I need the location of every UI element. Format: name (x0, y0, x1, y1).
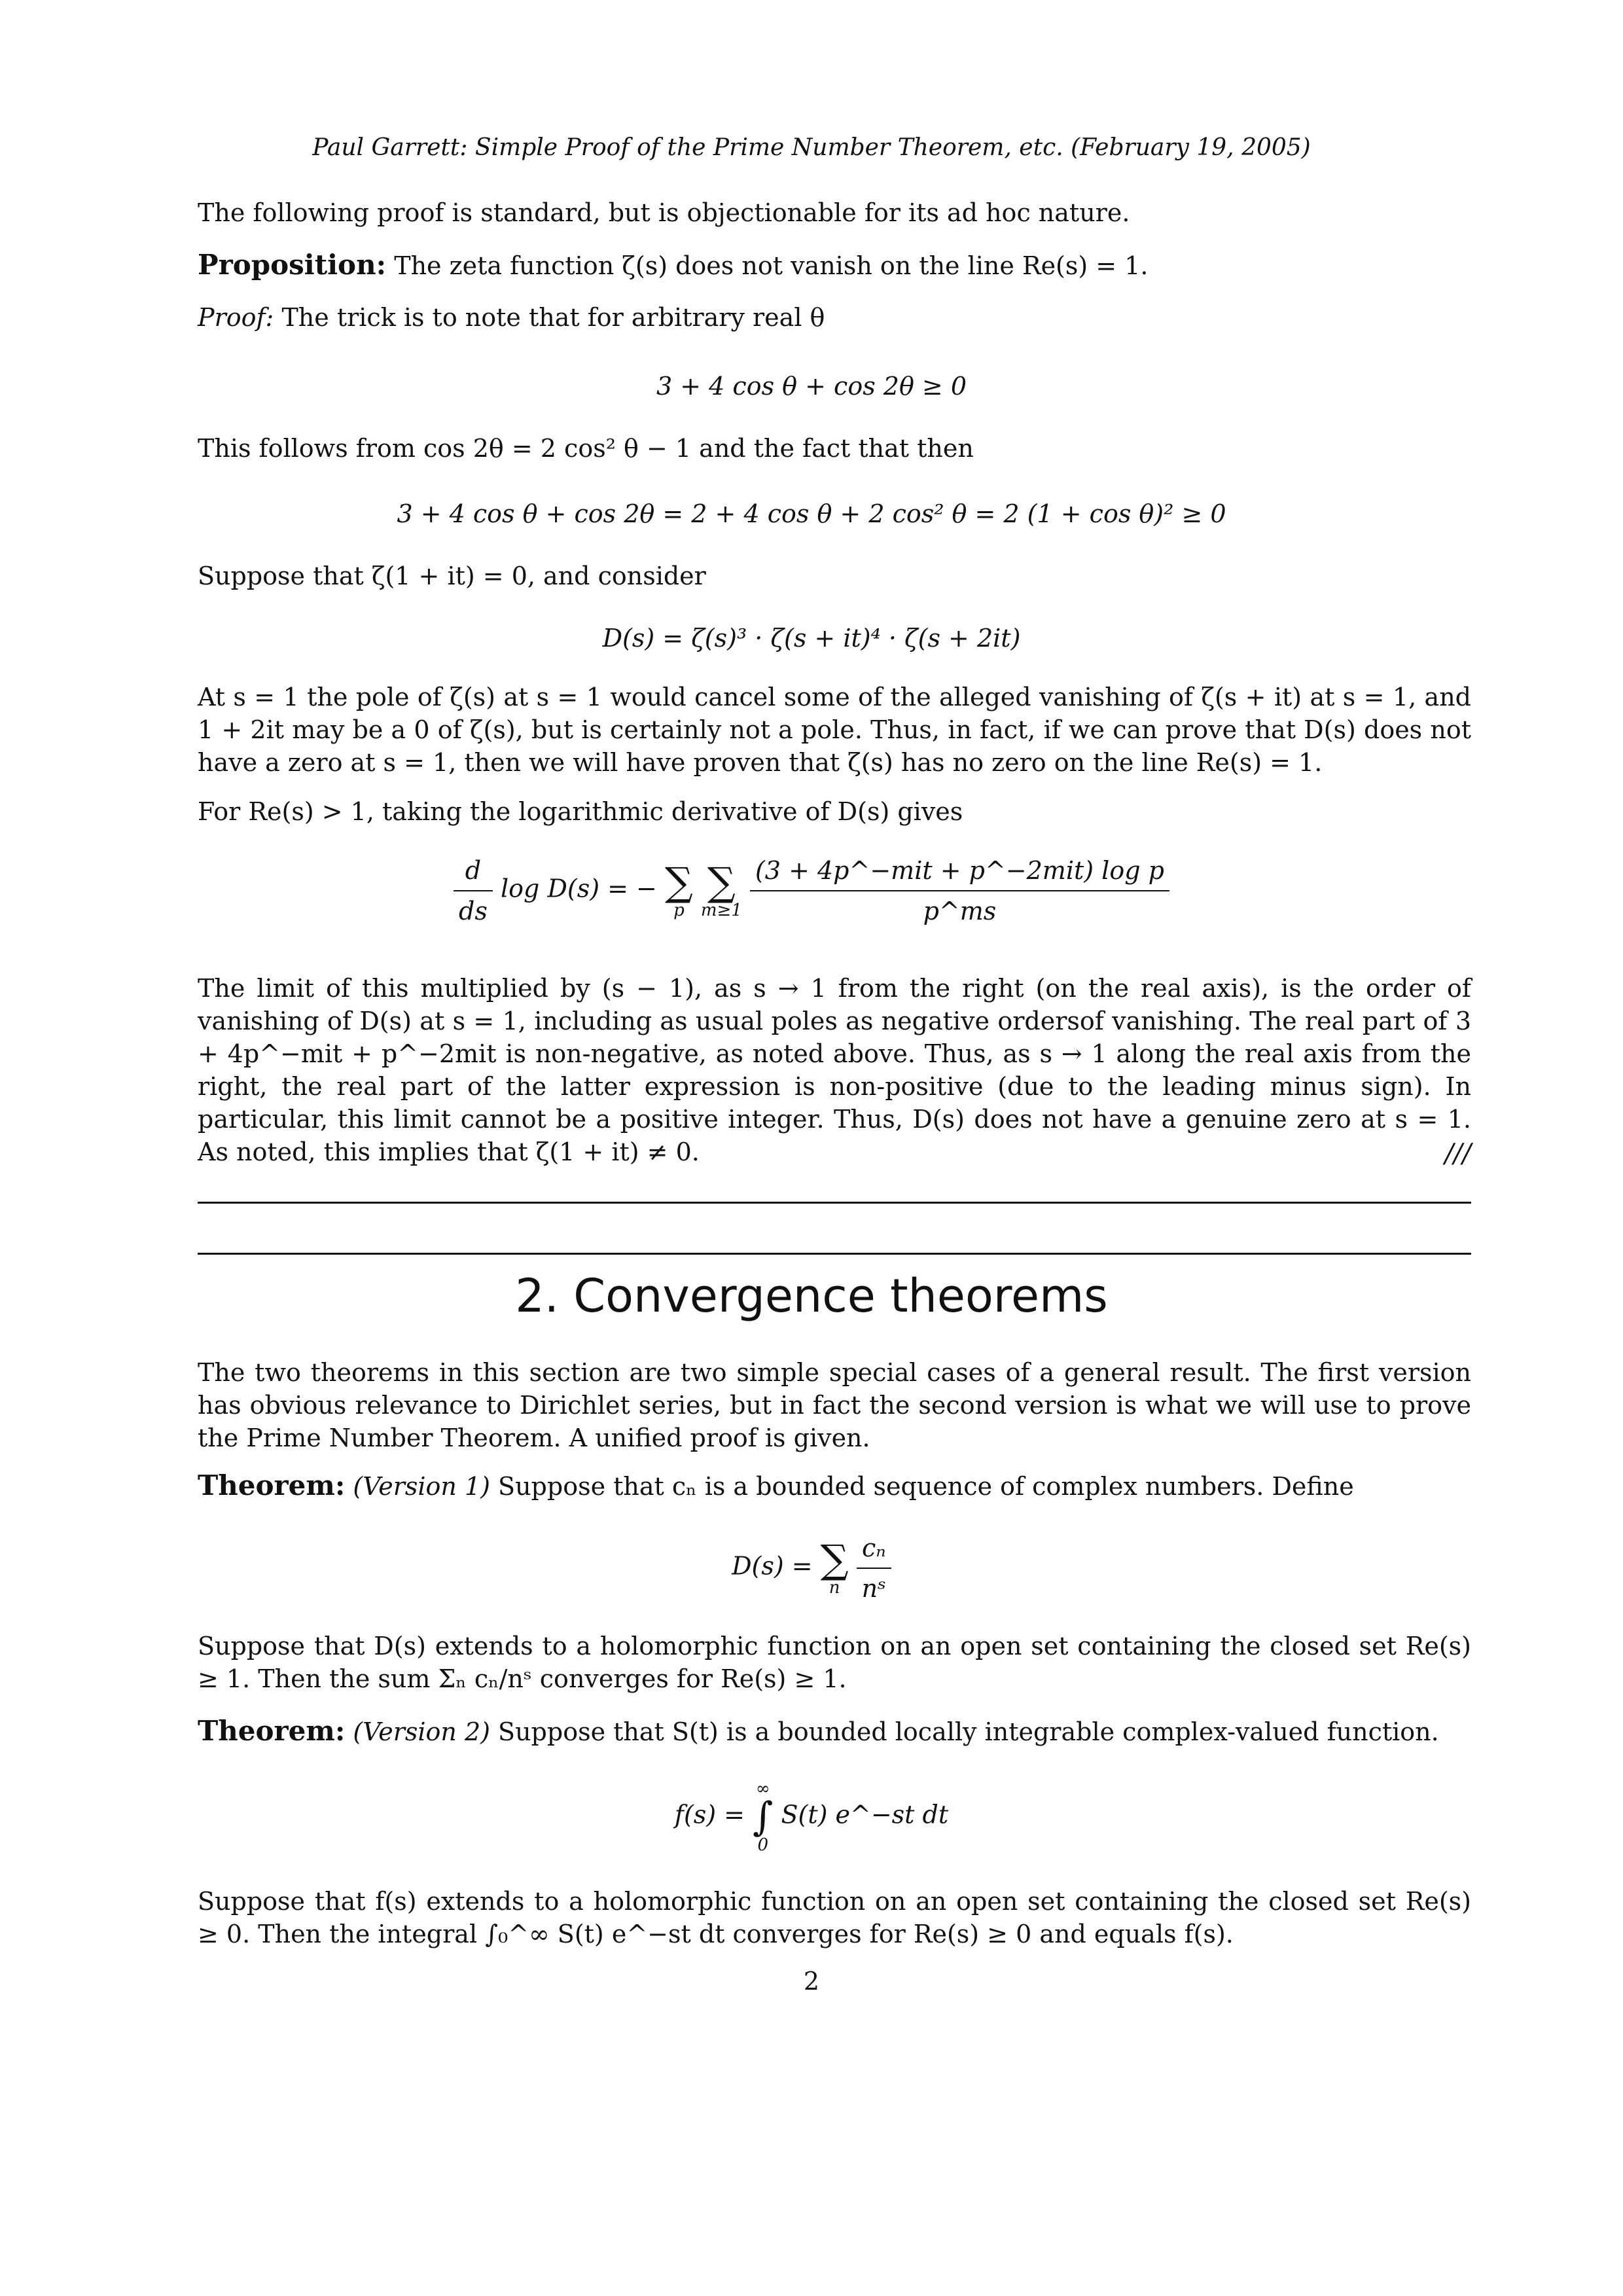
running-header: Paul Garrett: Simple Proof of the Prime Number Theorem, etc. (February 19, 2005) (312, 134, 1311, 161)
qed-mark: /// (1444, 1139, 1471, 1169)
equation-laplace-integral: f(s) = ∞ ∫ 0 S(t) e^−st dt (674, 1779, 949, 1855)
divider-top (198, 1202, 1471, 1204)
equation-log-derivative (0, 851, 1623, 931)
equation-identity: 3 + 4 cos θ + cos 2θ = 2 + 4 cos θ + 2 cos² θ = 2 (1 + cos θ)² ≥ 0 (397, 499, 1226, 528)
section-intro: The two theorems in this section are two simple special cases of a general result. The first version has obvious relevance to Dirichlet series, but in fact the second version is what we will use to prove the Prime Number Theorem. A unified proof is given. (198, 1358, 1471, 1452)
summand-fraction: $\frac{\text{(3 + 4p\textasciicircum{}−mit + p\textasciicircum{}−2mit) log p}}{p\^{}ms}$ (750, 851, 1169, 931)
sum-over-p: ∑ p (664, 859, 693, 920)
equation-dirichlet-series: D(s) = ∑ n $\frac{\text{cₙ}}{\text{nˢ}}$ (0, 1528, 1623, 1608)
sum-over-n: ∑ n (820, 1537, 849, 1598)
intro-paragraph: The following proof is standard, but is objectionable for its ad hoc nature. (198, 198, 1130, 227)
theorem-version-label: (Version 1) (353, 1472, 490, 1501)
logderiv-intro: For Re(s) > 1, taking the logarithmic derivative of D(s) gives (198, 797, 963, 826)
theorem-version-1 (198, 1469, 1471, 1503)
proof-text: The trick is to note that for arbitrary real θ (281, 303, 825, 332)
log-D-lhs: log D(s) = − (500, 874, 657, 903)
equation-D-definition: D(s) = ζ(s)³ · ζ(s + it)⁴ · ζ(s + 2it) (602, 624, 1021, 653)
theorem-1-conclusion: Suppose that D(s) extends to a holomorphic function on an open set containing the closed set Re(s) ≥ 1. Then the sum Σₙ cₙ/nˢ converges for Re(s) ≥ 1. (198, 1632, 1471, 1693)
sum-over-m: ∑ m≥1 (700, 859, 742, 920)
theorem-text: Suppose that S(t) is a bounded locally integrable complex-valued function. (498, 1717, 1439, 1746)
equation-inequality: 3 + 4 cos θ + cos 2θ ≥ 0 (656, 372, 967, 401)
limit-paragraph: The limit of this multiplied by (s − 1), as s → 1 from the right (on the real axis), is the order of vanishing of D(s) at s = 1, including as usual poles as negative ordersof vanishing. The real part of 3 + 4p^−mit + p^−2mit is non-negative, as noted above. Thus, as s → 1 along the real axis from the right, the real part of the latter expression is non-positive (due to the leading minus sign). In particular, this limit cannot be a positive integer. Thus, D(s) does not have a genuine zero at s = 1. As noted, this implies that ζ(1 + it) ≠ 0. (198, 974, 1471, 1166)
theorem-version-label: (Version 2) (353, 1717, 490, 1746)
proof-label: Proof: (198, 303, 274, 332)
suppose-paragraph: Suppose that ζ(1 + it) = 0, and consider (198, 562, 706, 590)
proof-intro (198, 301, 1471, 334)
theorem-2-conclusion: Suppose that f(s) extends to a holomorphic function on an open set containing the closed set Re(s) ≥ 0. Then the integral ∫₀^∞ S(t) e^−st dt converges for Re(s) ≥ 0 and equals f(s). (198, 1887, 1471, 1948)
proposition-text: The zeta function ζ(s) does not vanish on the line Re(s) = 1. (394, 251, 1149, 280)
divider-bottom (198, 1253, 1471, 1255)
proposition-label: Proposition: (198, 249, 387, 281)
section-title: 2. Convergence theorems (515, 1269, 1108, 1323)
theorem-version-2 (198, 1715, 1471, 1748)
follows-paragraph: This follows from cos 2θ = 2 cos² θ − 1 and the fact that then (198, 434, 974, 463)
d-ds-fraction: $\frac{d}{ds}$ (454, 851, 493, 931)
proposition (198, 249, 1471, 282)
integral-sign: ∞ ∫ 0 (753, 1779, 774, 1855)
cn-over-ns: $\frac{\text{cₙ}}{\text{nˢ}}$ (857, 1528, 891, 1608)
page-number: 2 (803, 1967, 820, 1996)
theorem-label: Theorem: (198, 1469, 346, 1501)
theorem-text: Suppose that cₙ is a bounded sequence of complex numbers. Define (498, 1472, 1354, 1501)
pole-paragraph: At s = 1 the pole of ζ(s) at s = 1 would cancel some of the alleged vanishing of ζ(s + it) at s = 1, and 1 + 2it may be a 0 of ζ(s), but is certainly not a pole. Thus, in fact, if we can prove that D(s) does not have a zero at s = 1, then we will have proven that ζ(s) has no zero on the line Re(s) = 1. (198, 683, 1471, 777)
theorem-label: Theorem: (198, 1715, 346, 1747)
